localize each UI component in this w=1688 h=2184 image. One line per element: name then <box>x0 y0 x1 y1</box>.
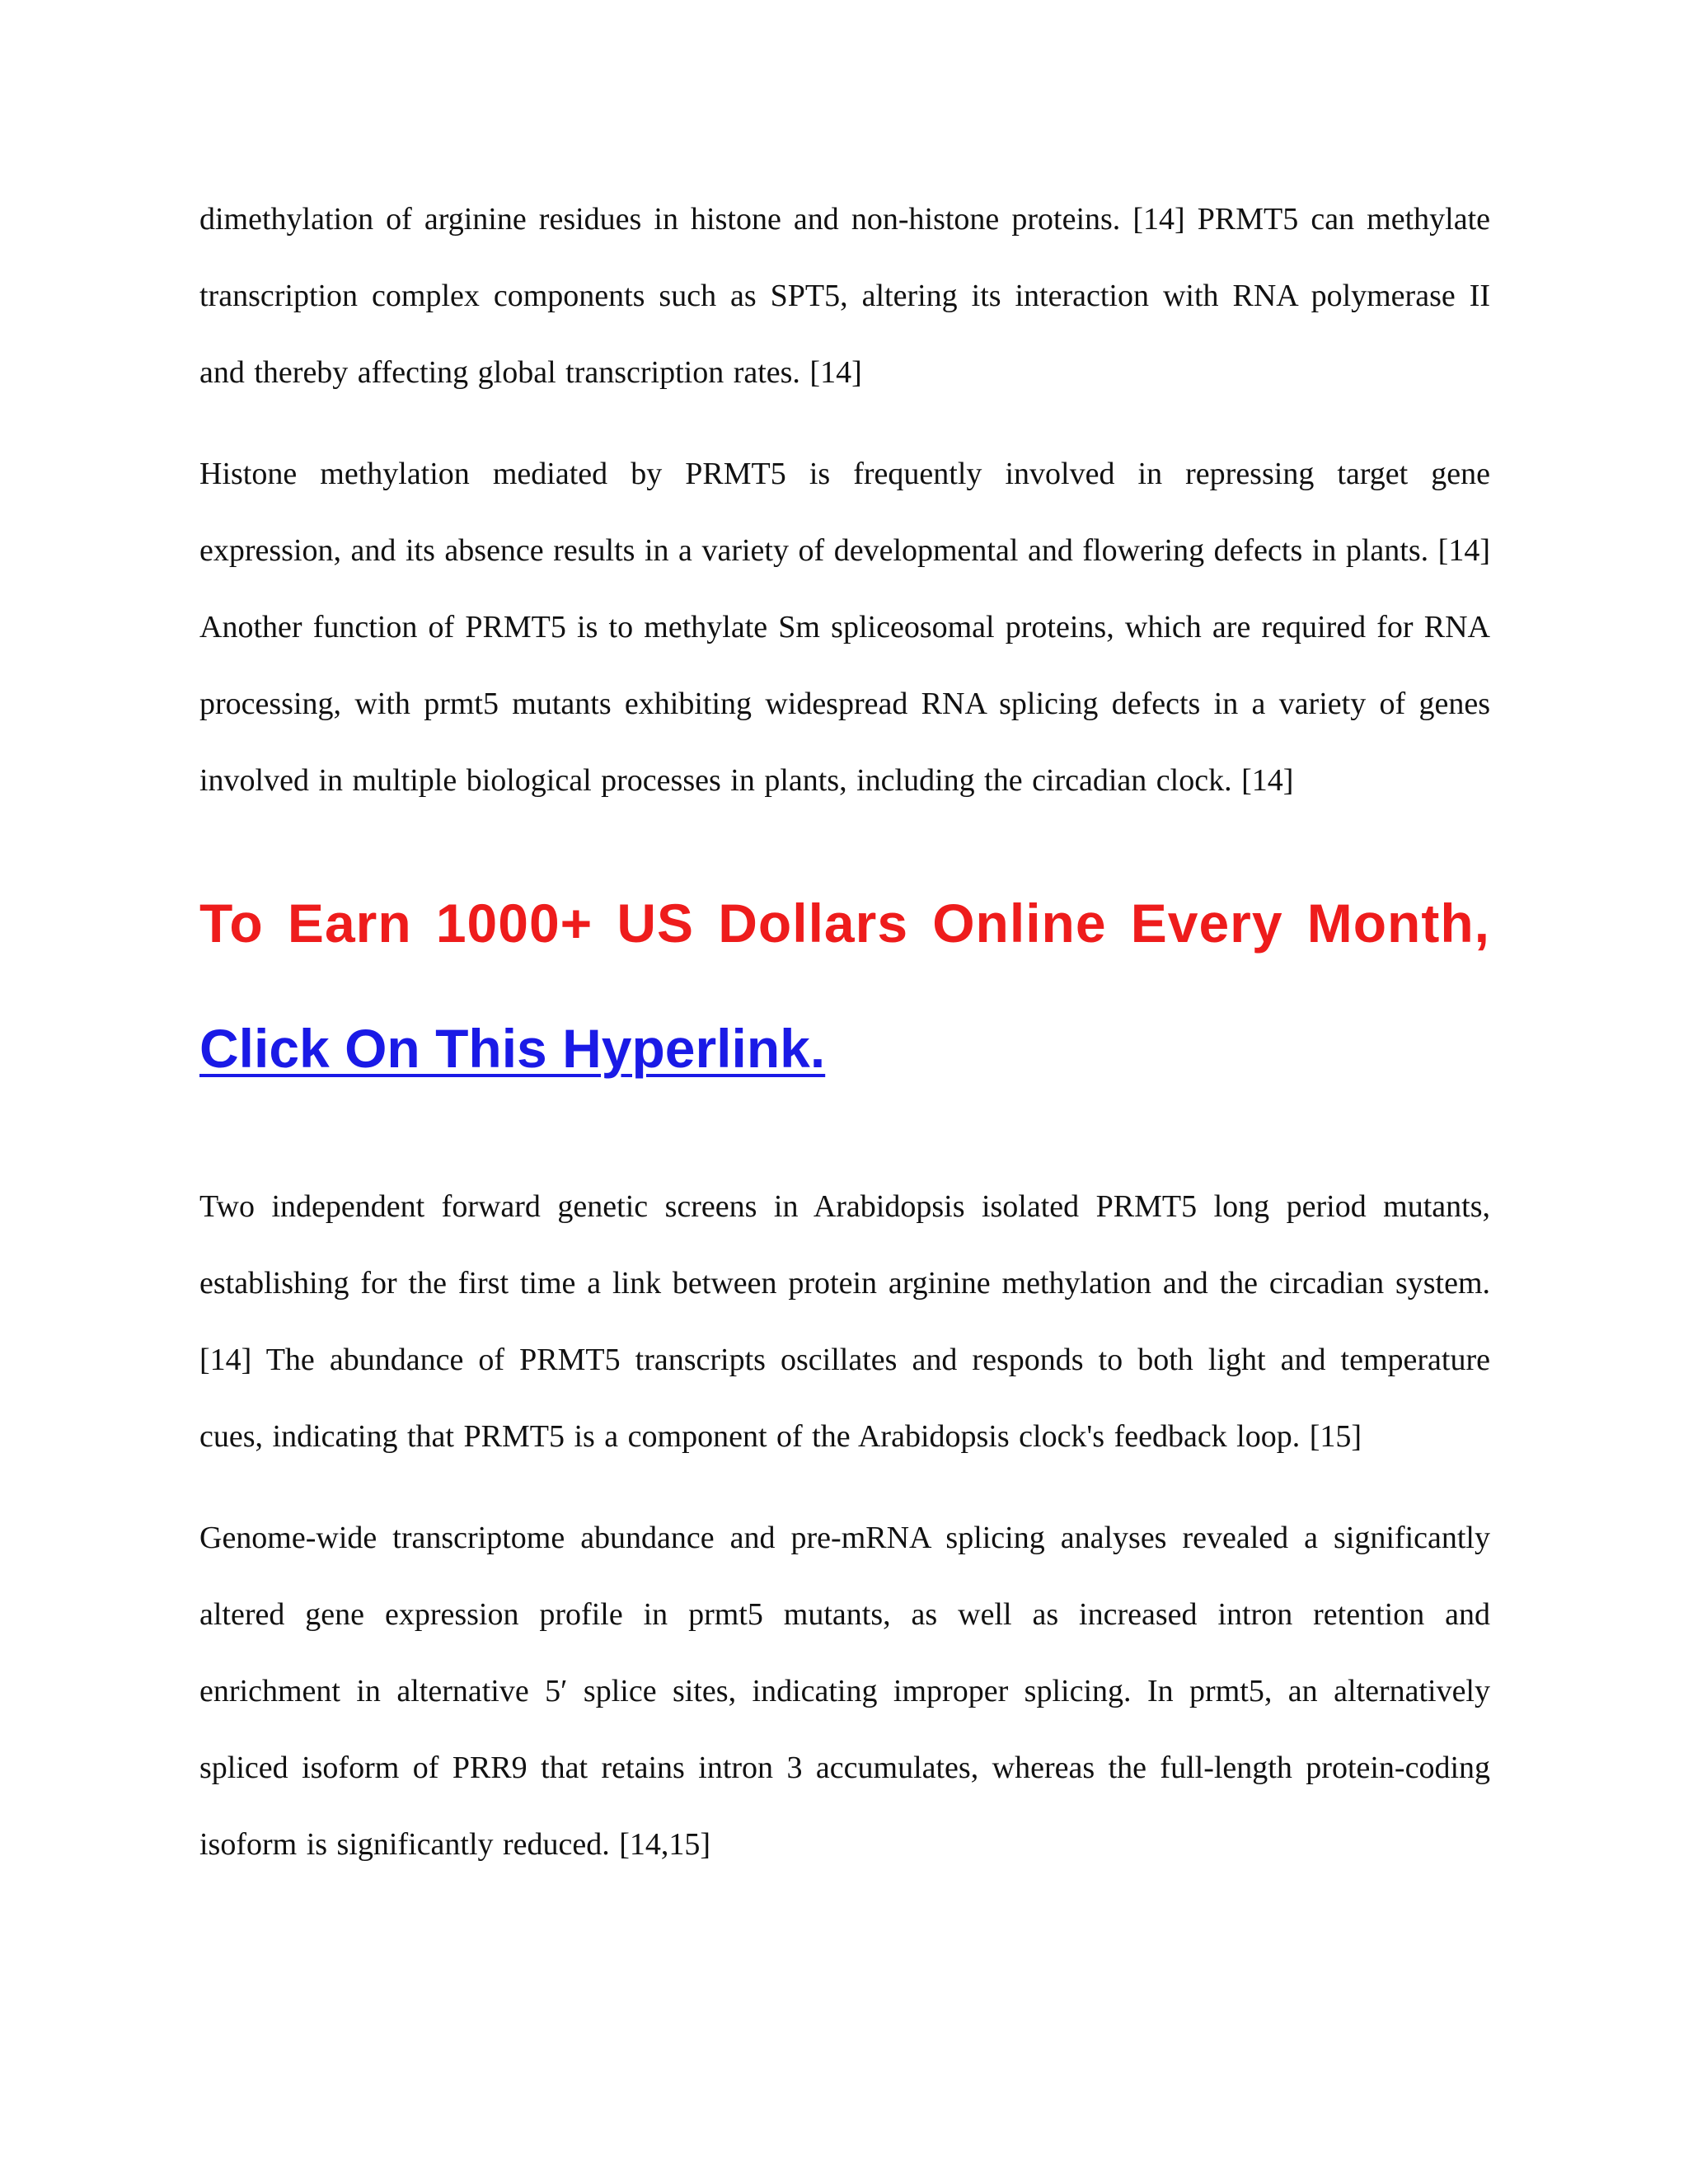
promo-headline: To Earn 1000+ US Dollars Online Every Month, <box>199 893 1490 954</box>
paragraph-splicing-analyses: Genome-wide transcriptome abundance and pre-mRNA splicing analyses revealed a significantly altered gene expression profile in prmt5 mutants, as well as increased intron retention and enrichment in alternative 5′ splice sites, indicating improper splicing. In prmt5, an alternatively spliced isoform of PRR9 that retains intron 3 accumulates, whereas the full-length protein-coding isoform is significantly reduced. [14,15] <box>199 1521 1490 1862</box>
page-content <box>199 181 1490 1883</box>
paragraph-genetic-screens: Two independent forward genetic screens in Arabidopsis isolated PRMT5 long period mutants, establishing for the first time a link between protein arginine methylation and the circadian system. [14] The abundance of PRMT5 transcripts oscillates and responds to both light and temperature cues, indicating that PRMT5 is a component of the Arabidopsis clock's feedback loop. [15] <box>199 1189 1490 1454</box>
paragraph-prmt5-methylation: dimethylation of arginine residues in histone and non-histone proteins. [14] PRMT5 can methylate transcription complex components such as SPT5, altering its interaction with RNA polymerase II and thereby affecting global transcription rates. [14] <box>199 202 1490 390</box>
promo-link-line <box>199 986 1490 1111</box>
paragraph-histone-methylation: Histone methylation mediated by PRMT5 is frequently involved in repressing target gene expression, and its absence results in a variety of developmental and flowering defects in plants. [14] Another function of PRMT5 is to methylate Sm spliceosomal proteins, which are required for RNA processing, with prmt5 mutants exhibiting widespread RNA splicing defects in a variety of genes involved in multiple biological processes in plants, including the circadian clock. [14] <box>199 457 1490 798</box>
promo-hyperlink[interactable]: Click On This Hyperlink. <box>199 1018 826 1079</box>
